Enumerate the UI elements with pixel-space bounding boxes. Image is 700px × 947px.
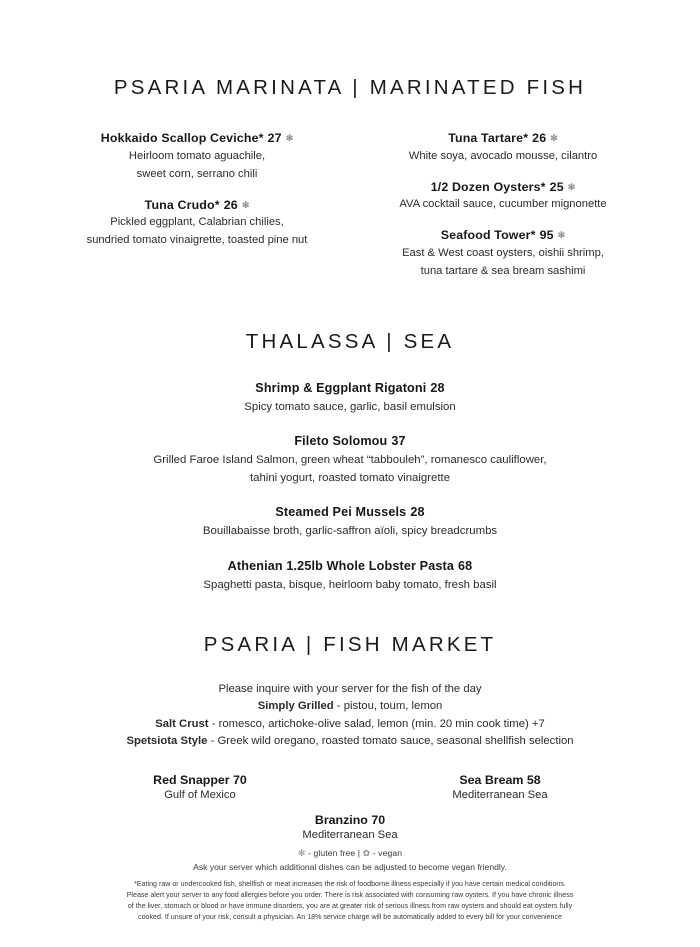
disclaimer xyxy=(50,879,650,923)
preparation-label: Simply Grilled xyxy=(257,700,334,713)
menu-item xyxy=(356,130,650,165)
fish-name: Red Snapper 70 xyxy=(153,772,247,787)
dish-name-row xyxy=(50,197,344,214)
gluten-free-icon: ✻ xyxy=(241,199,250,210)
dish-name: Seafood Tower* xyxy=(440,228,536,243)
gluten-free-icon: ✻ xyxy=(557,230,566,241)
dish-name: Hokkaido Scallop Ceviche* xyxy=(100,131,264,145)
menu-item xyxy=(50,380,650,415)
fish-origin: Mediterranean Sea xyxy=(302,828,398,841)
disclaimer-line: Please alert your server to any food allergies before you order. There is risk associated with consuming raw oysters. If you have chronic illness xyxy=(126,891,574,900)
disclaimer-line: *Eating raw or undercooked fish, shellfish or meat increases the risk of foodborne illness especially if you have certain medical conditions. xyxy=(134,880,566,889)
section-title-sea: THALASSA | SEA xyxy=(245,329,455,353)
legend-note: Ask your server which additional dishes can be adjusted to become vegan friendly. xyxy=(193,862,507,873)
disclaimer-line: cooked. If unsure of your risk, consult a physician. An 18% service charge will be automatically added to every bill for your convenience xyxy=(138,913,562,922)
fish-item xyxy=(350,773,650,801)
marinated-fish-columns xyxy=(50,130,650,294)
dish-name: Tuna Tartare* xyxy=(448,131,529,145)
dish-description-line: Spicy tomato sauce, garlic, basil emulsion xyxy=(244,400,456,413)
preparation-option xyxy=(50,716,650,734)
dish-description-line: Heirloom tomato aguachile, xyxy=(128,149,266,162)
gluten-free-icon: ✻ xyxy=(567,181,576,192)
dish-price: 27 xyxy=(267,131,282,145)
gluten-free-icon: ✻ xyxy=(550,133,558,143)
fish-row xyxy=(50,773,650,801)
sea-items-list xyxy=(50,380,650,593)
dish-description-line: Pickled eggplant, Calabrian chilies, xyxy=(110,216,284,229)
dish-description-line: AVA cocktail sauce, cucumber mignonette xyxy=(399,198,607,211)
menu-item xyxy=(50,130,344,183)
dish-description-line: Bouillabaisse broth, garlic-saffron aïoli, spicy breadcrumbs xyxy=(202,525,498,538)
dish-description-line: sundried tomato vinaigrette, toasted pine nut xyxy=(86,234,308,247)
menu-item xyxy=(50,558,650,593)
dish-name: Fileto Solomou xyxy=(294,434,388,449)
preparation-label: Spetsiota Style xyxy=(126,735,208,748)
dish-name: Steamed Pei Mussels xyxy=(275,505,407,520)
dish-name: Athenian 1.25lb Whole Lobster Pasta xyxy=(227,558,455,573)
fish-origin: Mediterranean Sea xyxy=(452,788,548,801)
preparation-text: - pistou, toum, lemon xyxy=(333,700,443,713)
dish-description-line: Spaghetti pasta, bisque, heirloom baby tomato, fresh basil xyxy=(203,578,497,591)
preparation-option xyxy=(50,733,650,751)
marinated-fish-left-column xyxy=(50,130,350,294)
disclaimer-line: of the liver, stomach or blood or have immune disorders, you are at greater risk of serious illness from raw oysters and should eat oysters fully xyxy=(127,902,573,911)
fish-market-list xyxy=(50,773,650,841)
dish-description-line: sweet corn, serrano chili xyxy=(136,167,258,180)
dish-description-line: White soya, avocado mousse, cilantro xyxy=(408,149,598,162)
dish-price: 26 xyxy=(223,197,238,212)
legend-gluten-free-label: - gluten free xyxy=(308,848,356,859)
legend-divider: | xyxy=(357,848,361,859)
gluten-free-icon: ✻ xyxy=(285,133,294,143)
fish-market-intro: Please inquire with your server for the fish of the day xyxy=(218,682,482,695)
dish-name-row xyxy=(356,130,650,147)
dish-description-line: tuna tartare & sea bream sashimi xyxy=(420,264,586,277)
dish-name-row xyxy=(50,380,650,397)
menu-item xyxy=(356,227,650,280)
menu-item xyxy=(50,433,650,486)
dish-name: Tuna Crudo* xyxy=(144,197,220,212)
dish-description-line: tahini yogurt, roasted tomato vinaigrette xyxy=(249,472,451,485)
fish-item xyxy=(50,773,350,801)
dish-name-row xyxy=(50,504,650,521)
dish-name-row xyxy=(50,558,650,575)
fish-row xyxy=(50,813,650,841)
fish-name: Sea Bream 58 xyxy=(459,772,541,787)
dish-price: 37 xyxy=(391,434,406,449)
vegan-icon: ✿ xyxy=(362,848,371,859)
legend-vegan-label: - vegan xyxy=(372,848,403,859)
preparation-text: - romesco, artichoke-olive salad, lemon (min. 20 min cook time) +7 xyxy=(208,717,545,730)
preparation-text: - Greek wild oregano, roasted tomato sauce, seasonal shellfish selection xyxy=(207,735,574,748)
marinated-fish-right-column xyxy=(350,130,650,294)
menu-item xyxy=(50,197,344,250)
section-title-marinated-fish: PSARIA MARINATA | MARINATED FISH xyxy=(113,76,587,99)
dish-name-row xyxy=(356,179,650,196)
gluten-free-icon: ✻ xyxy=(297,848,306,859)
section-title-fish-market: PSARIA | FISH MARKET xyxy=(203,632,497,656)
dish-name-row xyxy=(50,433,650,450)
dish-price: 26 xyxy=(532,131,547,145)
fish-name: Branzino 70 xyxy=(314,812,386,827)
dish-price: 95 xyxy=(539,228,554,243)
dish-price: 68 xyxy=(458,558,473,573)
menu-item xyxy=(356,179,650,214)
dish-name: 1/2 Dozen Oysters* xyxy=(430,179,546,194)
legend xyxy=(50,848,650,859)
preparation-label: Salt Crust xyxy=(155,717,209,730)
menu-footer xyxy=(50,848,650,923)
dish-price: 28 xyxy=(410,505,425,520)
dish-name-row xyxy=(356,227,650,244)
preparation-option xyxy=(50,698,650,716)
fish-origin: Gulf of Mexico xyxy=(164,788,236,801)
dish-description-line: Grilled Faroe Island Salmon, green wheat “tabbouleh”, romanesco cauliflower, xyxy=(153,454,547,467)
menu-item xyxy=(50,504,650,539)
dish-name: Shrimp & Eggplant Rigatoni xyxy=(255,380,427,395)
dish-name-row xyxy=(50,130,344,147)
dish-price: 25 xyxy=(549,179,564,194)
fish-item xyxy=(200,813,500,841)
dish-description-line: East & West coast oysters, oishii shrimp, xyxy=(402,247,604,260)
dish-price: 28 xyxy=(430,380,445,395)
